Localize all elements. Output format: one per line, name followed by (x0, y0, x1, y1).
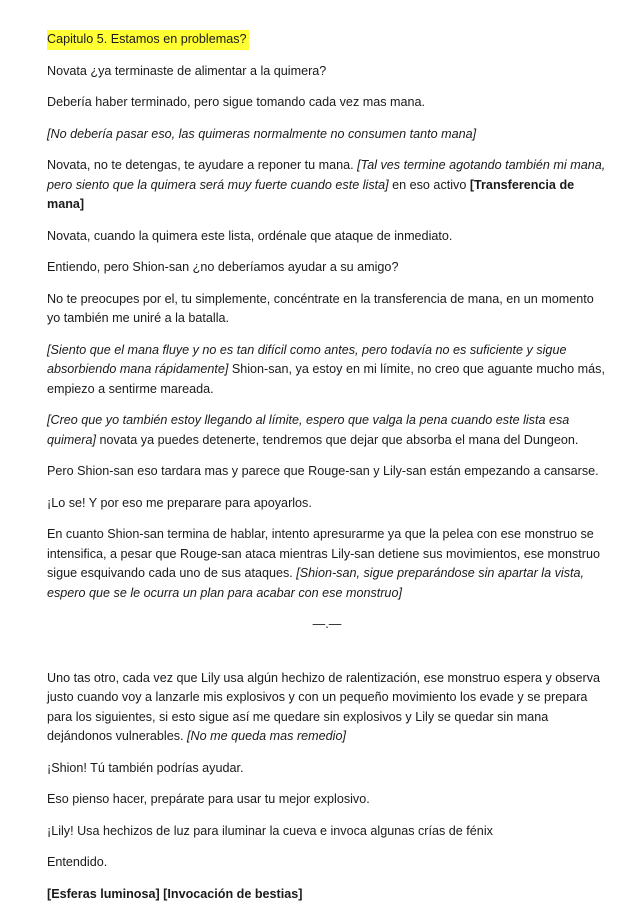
narration-text: en eso activo (388, 177, 470, 192)
paragraph (47, 669, 607, 747)
thought-text: [Creo que yo también estoy llegando al límite, espero que valga la pena cuando este lista esa quimera] (47, 413, 570, 447)
paragraph: Eso pienso hacer, prepárate para usar tu mejor explosivo. (47, 792, 370, 806)
skill-names-paragraph: [Esferas luminosa] [Invocación de bestias] (47, 886, 303, 901)
paragraph (47, 411, 607, 450)
thought-text: [No me queda mas remedio] (187, 729, 346, 743)
scene-separator: —.— (312, 617, 342, 631)
blank-space (47, 647, 607, 669)
paragraph: Entendido. (47, 855, 108, 869)
document-page (47, 30, 607, 916)
thought-text: [Siento que el mana fluye y no es tan difícil como antes, pero todavía no es suficiente y sigue absorbiendo mana rápidamente] (47, 342, 567, 376)
paragraph: Entiendo, pero Shion-san ¿no deberíamos ayudar a su amigo? (47, 260, 399, 274)
paragraph: Debería haber terminado, pero sigue tomando cada vez mas mana. (47, 95, 426, 109)
paragraph (47, 341, 607, 400)
dialogue-text: Novata, no te detengas, te ayudare a reponer tu mana. (47, 158, 358, 172)
paragraph: No te preocupes por el, tu simplemente, concéntrate en la transferencia de mana, en un momento yo también me uniré a la batalla. (47, 291, 594, 325)
thought-text: [Shion-san, sigue preparándose sin apartar la vista, espero que se le ocurra un plan para acabar con ese monstruo] (47, 566, 584, 600)
dialogue-text: novata ya puedes detenerte, tendremos que dejar que absorba el mana del Dungeon. (96, 432, 579, 447)
thought-paragraph: [No debería pasar eso, las quimeras normalmente no consumen tanto mana] (47, 126, 477, 141)
narration-text: En cuanto Shion-san termina de hablar, intento apresurarme ya que la pelea con ese monstruo se intensifica, a pesar que Rouge-san ataca mientras Lily-san detiene sus movimientos, ese monstruo sigue esquivando cada uno de sus ataques. (47, 527, 601, 580)
paragraph: ¡Shion! Tú también podrías ayudar. (47, 760, 244, 775)
chapter-title-paragraph (47, 30, 607, 50)
paragraph: ¡Lo se! Y por eso me preparare para apoyarlos. (47, 495, 312, 510)
paragraph: Pero Shion-san eso tardara mas y parece que Rouge-san y Lily-san están empezando a cansarse. (47, 464, 599, 478)
paragraph (47, 156, 607, 215)
skill-name: [Transferencia de mana] (47, 177, 575, 211)
chapter-title: Capitulo 5. Estamos en problemas? (47, 30, 249, 50)
paragraph: Novata, cuando la quimera este lista, ordénale que ataque de inmediato. (47, 228, 453, 243)
dialogue-text: Shion-san, ya estoy en mi límite, no creo que aguante mucho más, empiezo a sentirme mareada. (47, 362, 605, 396)
paragraph: ¡Lily! Usa hechizos de luz para iluminar la cueva e invoca algunas crías de fénix (47, 823, 493, 838)
paragraph (47, 525, 607, 603)
narration-text: Uno tas otro, cada vez que Lily usa algún hechizo de ralentización, ese monstruo espera y observa justo cuando voy a lanzarle mis explosivos y con un pequeño movimiento los evade y se prepara para los siguientes, si esto sigue así me quedare sin explosivos y Lily se quedar sin mana dejándonos vulnerables. (47, 670, 601, 743)
thought-text: [Tal ves termine agotando también mi mana, pero siento que la quimera será muy fuerte cuando este lista] (47, 158, 606, 192)
paragraph: Novata ¿ya terminaste de alimentar a la quimera? (47, 63, 327, 78)
